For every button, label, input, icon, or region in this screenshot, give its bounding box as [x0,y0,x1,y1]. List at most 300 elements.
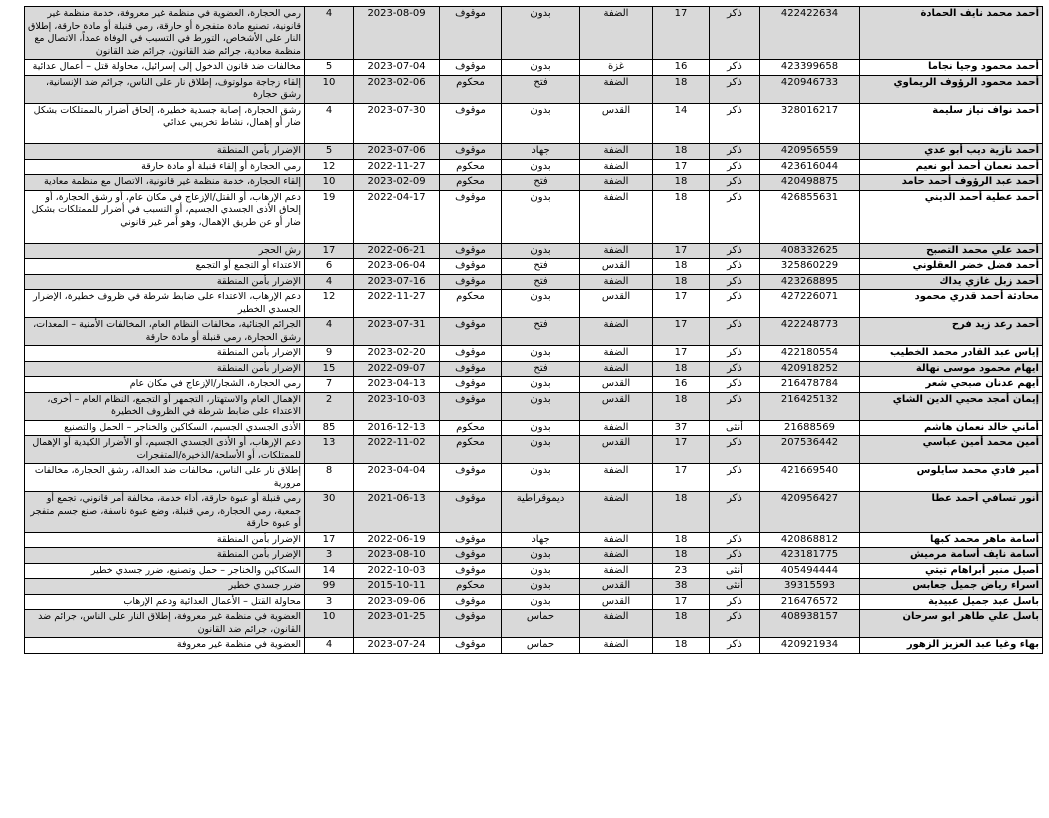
id-cell: 408938157 [760,610,860,638]
region-cell: الضفة [580,346,653,362]
affiliation-cell: بدون [502,420,580,436]
affiliation-cell: بدون [502,243,580,259]
date-cell: 2023-07-30 [354,103,440,144]
status-cell: موقوف [440,377,502,393]
id-cell: 426855631 [760,190,860,243]
status-cell: موقوف [440,492,502,533]
status-cell: موقوف [440,464,502,492]
name-cell: أصيل منير أبراهام تيتي [860,563,1043,579]
affiliation-cell: ديموقراطية [502,492,580,533]
age-cell: 18 [653,492,710,533]
sex-cell: ذكر [710,436,760,464]
age-cell: 16 [653,377,710,393]
table-row [25,175,1043,191]
charges-cell: الجرائم الجنائية، مخالفات النظام العام، المخالفات الأمنية – المعدات، رشق الحجارة، رمي قنبلة أو مادة حارقة [25,318,305,346]
region-cell: الضفة [580,361,653,377]
age-cell: 16 [653,60,710,76]
region-cell: الضفة [580,464,653,492]
affiliation-cell: بدون [502,190,580,243]
sex-cell: ذكر [710,638,760,654]
name-cell: أنور تسافي أحمد عطا [860,492,1043,533]
id-cell: 405494444 [760,563,860,579]
sex-cell: ذكر [710,548,760,564]
age-cell: 18 [653,190,710,243]
id-cell: 21688569 [760,420,860,436]
name-cell: أحمد فضل خضر العقلوني [860,259,1043,275]
days-cell: 5 [305,144,354,160]
region-cell: الضفة [580,7,653,60]
date-cell: 2022-11-27 [354,159,440,175]
name-cell: أيهم عدنان صبحي شعر [860,377,1043,393]
date-cell: 2023-04-13 [354,377,440,393]
sex-cell: ذكر [710,259,760,275]
region-cell: الضفة [580,492,653,533]
affiliation-cell: بدون [502,579,580,595]
affiliation-cell: بدون [502,563,580,579]
charges-cell: دعم الإرهاب، الاعتداء على ضابط شرطة في ظروف خطيرة، الإضرار الجسدي الخطير [25,290,305,318]
days-cell: 99 [305,579,354,595]
status-cell: محكوم [440,159,502,175]
name-cell: أحمد نواف نياز سليمة [860,103,1043,144]
affiliation-cell: بدون [502,7,580,60]
status-cell: موقوف [440,548,502,564]
days-cell: 4 [305,318,354,346]
sex-cell: ذكر [710,190,760,243]
status-cell: موقوف [440,563,502,579]
table-row [25,290,1043,318]
table-row [25,60,1043,76]
date-cell: 2023-08-10 [354,548,440,564]
charges-cell: دعم الإرهاب، أو الأذى الجسدي الجسيم، أو الأضرار الكيدية أو الإهمال للممتلكات، أو الأسلحة/الذخيرة/المتفجرات [25,436,305,464]
days-cell: 8 [305,464,354,492]
status-cell: موقوف [440,532,502,548]
charges-cell: رمي الحجارة أو إلقاء قنبلة أو مادة حارقة [25,159,305,175]
affiliation-cell: بدون [502,60,580,76]
affiliation-cell: فتح [502,175,580,191]
status-cell: محكوم [440,579,502,595]
affiliation-cell: بدون [502,346,580,362]
age-cell: 18 [653,144,710,160]
charges-cell: إلقاء الحجارة، خدمة منظمة غير قانونية، الاتصال مع منظمة معادية [25,175,305,191]
region-cell: القدس [580,392,653,420]
affiliation-cell: فتح [502,318,580,346]
status-cell: موقوف [440,103,502,144]
table-row [25,361,1043,377]
date-cell: 2015-10-11 [354,579,440,595]
id-cell: 422422634 [760,7,860,60]
table-row [25,610,1043,638]
affiliation-cell: بدون [502,159,580,175]
sex-cell: ذكر [710,7,760,60]
name-cell: محادثة أحمد قدري محمود [860,290,1043,318]
name-cell: باسل علي طاهر ابو سرحان [860,610,1043,638]
age-cell: 14 [653,103,710,144]
charges-cell: رمي الحجارة، الشجار/الإزعاج في مكان عام [25,377,305,393]
date-cell: 2023-10-03 [354,392,440,420]
table-body [25,7,1043,654]
age-cell: 23 [653,563,710,579]
id-cell: 420956427 [760,492,860,533]
charges-cell: العضوية في منظمة غير معروفة [25,638,305,654]
table-row [25,346,1043,362]
age-cell: 17 [653,436,710,464]
charges-cell: محاولة القتل – الأعمال العدائية ودعم الإرهاب [25,594,305,610]
status-cell: موقوف [440,361,502,377]
status-cell: محكوم [440,290,502,318]
days-cell: 12 [305,290,354,318]
age-cell: 18 [653,610,710,638]
days-cell: 2 [305,392,354,420]
days-cell: 85 [305,420,354,436]
region-cell: الضفة [580,548,653,564]
region-cell: الضفة [580,75,653,103]
region-cell: الضفة [580,563,653,579]
status-cell: محكوم [440,420,502,436]
table-row [25,103,1043,144]
days-cell: 17 [305,532,354,548]
name-cell: ايهام محمود موسى نهالة [860,361,1043,377]
status-cell: موقوف [440,274,502,290]
charges-cell: الإهمال العام والاستهتار، التجمهر أو التجمع، النظام العام – أخرى، الاعتداء على ضابط شرطة في الظروف الخطيرة [25,392,305,420]
age-cell: 17 [653,464,710,492]
name-cell: أسامة ماهر محمد كبها [860,532,1043,548]
status-cell: موقوف [440,346,502,362]
region-cell: الضفة [580,190,653,243]
region-cell: الضفة [580,175,653,191]
name-cell: أحمد محمد نايف الحمادة [860,7,1043,60]
table-row [25,392,1043,420]
table-row [25,274,1043,290]
id-cell: 420918252 [760,361,860,377]
sex-cell: أنثى [710,579,760,595]
id-cell: 423181775 [760,548,860,564]
table-row [25,436,1043,464]
charges-cell: السكاكين والخناجر – حمل وتصنيع، ضرر جسدي خطير [25,563,305,579]
status-cell: محكوم [440,175,502,191]
age-cell: 17 [653,594,710,610]
age-cell: 18 [653,361,710,377]
age-cell: 38 [653,579,710,595]
date-cell: 2022-04-17 [354,190,440,243]
sex-cell: ذكر [710,361,760,377]
charges-cell: الأذى الجسدي الجسيم، السكاكين والخناجر – الحمل والتصنيع [25,420,305,436]
id-cell: 423399658 [760,60,860,76]
days-cell: 6 [305,259,354,275]
charges-cell: مخالفات ضد قانون الدخول إلى إسرائيل، محاولة قتل – أعمال عدائية [25,60,305,76]
age-cell: 17 [653,243,710,259]
charges-cell: ضرر جسدي خطير [25,579,305,595]
region-cell: الضفة [580,243,653,259]
date-cell: 2023-09-06 [354,594,440,610]
status-cell: موقوف [440,60,502,76]
region-cell: القدس [580,377,653,393]
date-cell: 2022-06-19 [354,532,440,548]
id-cell: 328016217 [760,103,860,144]
days-cell: 4 [305,274,354,290]
table-row [25,75,1043,103]
id-cell: 420921934 [760,638,860,654]
affiliation-cell: فتح [502,259,580,275]
sex-cell: ذكر [710,290,760,318]
days-cell: 10 [305,610,354,638]
age-cell: 18 [653,392,710,420]
sex-cell: ذكر [710,75,760,103]
name-cell: أمير فادي محمد سايلوس [860,464,1043,492]
date-cell: 2022-11-27 [354,290,440,318]
table-row [25,420,1043,436]
sex-cell: ذكر [710,610,760,638]
status-cell: موقوف [440,594,502,610]
affiliation-cell: فتح [502,361,580,377]
table-row [25,492,1043,533]
charges-cell: رشق الحجارة، إصابة جسدية خطيرة، إلحاق أضرار بالممتلكات بشكل ضار أو إهمال، نشاط تخريبي عدائي [25,103,305,144]
id-cell: 422248773 [760,318,860,346]
table-row [25,638,1043,654]
age-cell: 18 [653,259,710,275]
region-cell: الضفة [580,144,653,160]
table-row [25,548,1043,564]
id-cell: 216425132 [760,392,860,420]
table-row [25,159,1043,175]
name-cell: اسراء رياض جميل جعابس [860,579,1043,595]
status-cell: موقوف [440,610,502,638]
status-cell: موقوف [440,392,502,420]
affiliation-cell: بدون [502,594,580,610]
charges-cell: الإضرار بأمن المنطقة [25,361,305,377]
table-row [25,563,1043,579]
id-cell: 427226071 [760,290,860,318]
age-cell: 18 [653,548,710,564]
region-cell: القدس [580,290,653,318]
status-cell: موقوف [440,243,502,259]
region-cell: الضفة [580,610,653,638]
affiliation-cell: جهاد [502,144,580,160]
region-cell: الضفة [580,159,653,175]
affiliation-cell: بدون [502,392,580,420]
region-cell: القدس [580,579,653,595]
affiliation-cell: بدون [502,464,580,492]
charges-cell: الاعتداء أو التجمع أو التجمع [25,259,305,275]
days-cell: 14 [305,563,354,579]
id-cell: 421669540 [760,464,860,492]
days-cell: 19 [305,190,354,243]
days-cell: 12 [305,159,354,175]
id-cell: 423268895 [760,274,860,290]
status-cell: موقوف [440,638,502,654]
sex-cell: أنثى [710,420,760,436]
age-cell: 37 [653,420,710,436]
id-cell: 39315593 [760,579,860,595]
charges-cell: الإضرار بأمن المنطقة [25,548,305,564]
affiliation-cell: بدون [502,103,580,144]
sex-cell: ذكر [710,377,760,393]
id-cell: 325860229 [760,259,860,275]
days-cell: 30 [305,492,354,533]
status-cell: موقوف [440,7,502,60]
id-cell: 420498875 [760,175,860,191]
date-cell: 2023-07-04 [354,60,440,76]
sex-cell: ذكر [710,392,760,420]
name-cell: إيمان أمجد محيي الدين الشاي [860,392,1043,420]
status-cell: محكوم [440,436,502,464]
table-row [25,532,1043,548]
sex-cell: ذكر [710,103,760,144]
date-cell: 2022-10-03 [354,563,440,579]
sex-cell: ذكر [710,274,760,290]
charges-cell: رمي الحجارة، العضوية في منظمة غير معروفة، خدمة منظمة غير قانونية، تصنيع مادة متفجرة أو حارقة، رمي قنبلة أو مادة حارقة، إطلاق النار على الأشخاص، التورط في التسبب في الوفاة عمداً، الاتصال مع منظمة معادية، جرائم ضد القانون، جرائم ضد القانون [25,7,305,60]
name-cell: أسامة نايف أسامة مرميش [860,548,1043,564]
id-cell: 216476572 [760,594,860,610]
name-cell: بهاء وغيا عبد العزيز الزهور [860,638,1043,654]
date-cell: 2023-07-06 [354,144,440,160]
age-cell: 18 [653,274,710,290]
date-cell: 2022-11-02 [354,436,440,464]
table-row [25,190,1043,243]
table-row [25,594,1043,610]
date-cell: 2023-07-16 [354,274,440,290]
date-cell: 2023-06-04 [354,259,440,275]
name-cell: أحمد عطية أحمد الديني [860,190,1043,243]
name-cell: أحمد رعد زيد فرح [860,318,1043,346]
date-cell: 2023-02-20 [354,346,440,362]
name-cell: أحمد نازية ديب أبو عدي [860,144,1043,160]
sex-cell: ذكر [710,532,760,548]
sex-cell: ذكر [710,175,760,191]
id-cell: 423616044 [760,159,860,175]
date-cell: 2023-02-06 [354,75,440,103]
date-cell: 2021-06-13 [354,492,440,533]
name-cell: أحمد عبد الرؤوف أحمد حامد [860,175,1043,191]
name-cell: أمين محمد أمين عباسي [860,436,1043,464]
detainees-table [24,6,1043,654]
name-cell: أحمد علي محمد التصبح [860,243,1043,259]
sex-cell: ذكر [710,318,760,346]
days-cell: 13 [305,436,354,464]
date-cell: 2022-06-21 [354,243,440,259]
affiliation-cell: فتح [502,75,580,103]
name-cell: أحمد نعمان أحمد أبو نعيم [860,159,1043,175]
table-row [25,579,1043,595]
days-cell: 15 [305,361,354,377]
affiliation-cell: بدون [502,290,580,318]
days-cell: 7 [305,377,354,393]
charges-cell: رمي قنبلة أو عبوة حارقة، أداء خدمة، مخالفة أمر قانوني، تجمع أو جمعية، رمي الحجارة، رمي قنبلة، وضع عبوة ناسفة، صنع جسم متفجر أو عبوة حارقة [25,492,305,533]
days-cell: 3 [305,548,354,564]
affiliation-cell: حماس [502,638,580,654]
charges-cell: الإضرار بأمن المنطقة [25,346,305,362]
date-cell: 2016-12-13 [354,420,440,436]
days-cell: 4 [305,7,354,60]
id-cell: 420868812 [760,532,860,548]
affiliation-cell: بدون [502,548,580,564]
table-row [25,259,1043,275]
region-cell: القدس [580,259,653,275]
region-cell: الضفة [580,532,653,548]
table-row [25,318,1043,346]
sex-cell: ذكر [710,60,760,76]
days-cell: 9 [305,346,354,362]
id-cell: 420956559 [760,144,860,160]
date-cell: 2023-07-31 [354,318,440,346]
date-cell: 2023-07-24 [354,638,440,654]
id-cell: 216478784 [760,377,860,393]
age-cell: 17 [653,7,710,60]
id-cell: 422180554 [760,346,860,362]
table-row [25,7,1043,60]
id-cell: 207536442 [760,436,860,464]
age-cell: 17 [653,159,710,175]
age-cell: 17 [653,290,710,318]
charges-cell: الإضرار بأمن المنطقة [25,532,305,548]
name-cell: أحمد محمود الرؤوف الريماوي [860,75,1043,103]
name-cell: أماني خالد نعمان هاشم [860,420,1043,436]
days-cell: 5 [305,60,354,76]
days-cell: 3 [305,594,354,610]
status-cell: موقوف [440,318,502,346]
sex-cell: ذكر [710,144,760,160]
charges-cell: إطلاق نار على الناس، مخالفات ضد العدالة، رشق الحجارة، مخالفات مرورية [25,464,305,492]
affiliation-cell: جهاد [502,532,580,548]
region-cell: الضفة [580,318,653,346]
name-cell: إياس عبد القادر محمد الخطيب [860,346,1043,362]
name-cell: أحمد محمود وجيا نجاما [860,60,1043,76]
date-cell: 2022-09-07 [354,361,440,377]
sex-cell: ذكر [710,243,760,259]
status-cell: محكوم [440,75,502,103]
name-cell: باسل عبد جميل عبيدية [860,594,1043,610]
status-cell: موقوف [440,259,502,275]
days-cell: 10 [305,75,354,103]
region-cell: القدس [580,594,653,610]
sex-cell: ذكر [710,492,760,533]
region-cell: القدس [580,103,653,144]
affiliation-cell: بدون [502,436,580,464]
status-cell: موقوف [440,144,502,160]
table-row [25,377,1043,393]
charges-cell: الإضرار بأمن المنطقة [25,144,305,160]
date-cell: 2023-08-09 [354,7,440,60]
charges-cell: إلقاء زجاجة مولوتوف، إطلاق نار على الناس، جرائم ضد الإنسانية، رشق حجارة [25,75,305,103]
region-cell: الضفة [580,638,653,654]
age-cell: 17 [653,318,710,346]
id-cell: 420946733 [760,75,860,103]
table-row [25,243,1043,259]
age-cell: 17 [653,346,710,362]
table-row [25,144,1043,160]
charges-cell: رش الحجر [25,243,305,259]
affiliation-cell: فتح [502,274,580,290]
days-cell: 4 [305,638,354,654]
region-cell: الضفة [580,274,653,290]
sex-cell: ذكر [710,159,760,175]
region-cell: القدس [580,436,653,464]
age-cell: 18 [653,175,710,191]
date-cell: 2023-01-25 [354,610,440,638]
status-cell: موقوف [440,190,502,243]
charges-cell: الإضرار بأمن المنطقة [25,274,305,290]
table-row [25,464,1043,492]
name-cell: أحمد زبل غازي يداك [860,274,1043,290]
sex-cell: ذكر [710,346,760,362]
charges-cell: دعم الإرهاب، أو القتل/الإزعاج في مكان عام، أو رشق الحجارة، أو إلحاق الأذى الجسدي الجسيم، أو التسبب في أضرار للممتلكات بشكل ضار أو عن طريق الإهمال، وهو أمر غير قانوني [25,190,305,243]
date-cell: 2023-02-09 [354,175,440,191]
age-cell: 18 [653,75,710,103]
age-cell: 18 [653,532,710,548]
sex-cell: ذكر [710,594,760,610]
charges-cell: العضوية في منظمة غير معروفة، إطلاق النار على الناس، جرائم ضد القانون، جرائم ضد القانون [25,610,305,638]
id-cell: 408332625 [760,243,860,259]
region-cell: الضفة [580,420,653,436]
